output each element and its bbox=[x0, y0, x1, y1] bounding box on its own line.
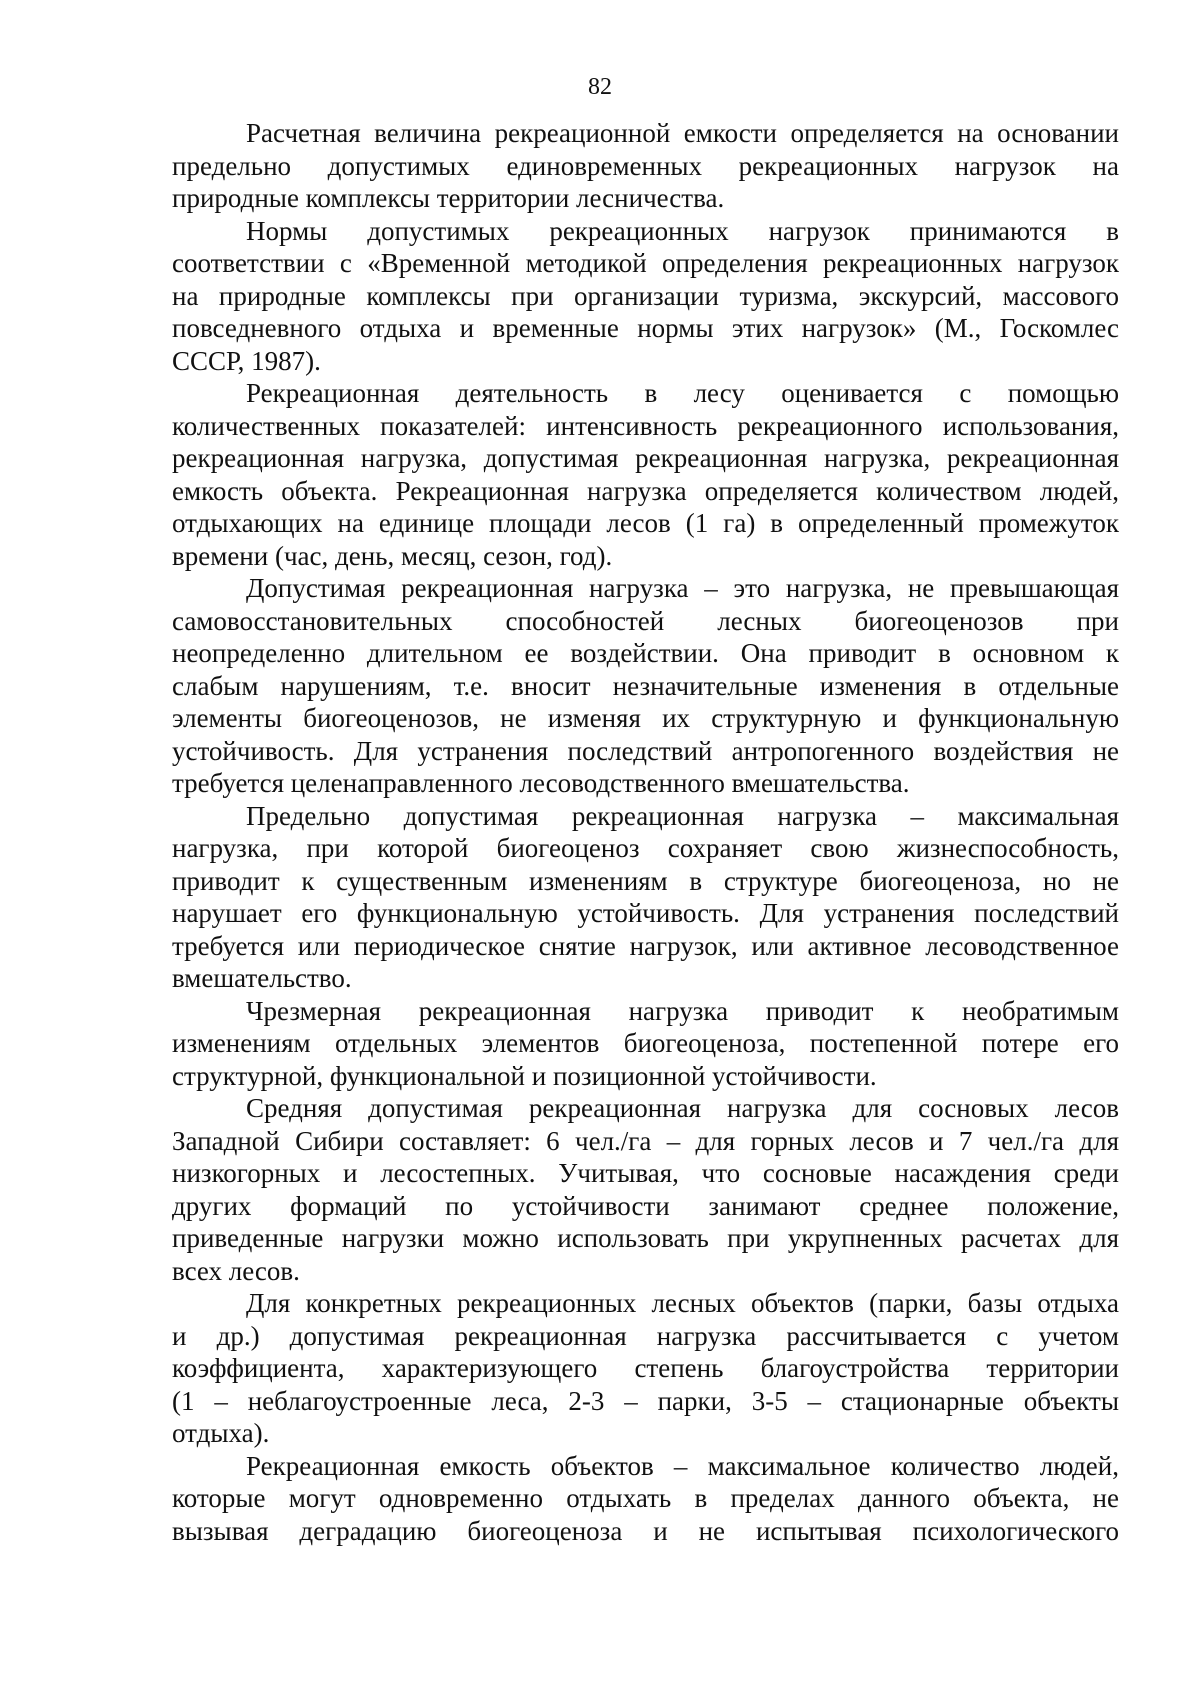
text-line: Допустимая рекреационная нагрузка – это нагрузка, не превышающая bbox=[246, 573, 1119, 603]
text-line: нарушает его функциональную устойчивость. Для устранения последствий bbox=[172, 898, 1119, 928]
text-line: нагрузка, при которой биогеоценоз сохраняет свою жизнеспособность, bbox=[172, 833, 1119, 863]
text-line: Для конкретных рекреационных лесных объектов (парки, базы отдыха bbox=[246, 1288, 1119, 1318]
paragraph bbox=[172, 215, 1119, 378]
text-line: Расчетная величина рекреационной емкости определяется на основании bbox=[246, 118, 1119, 148]
text-line: Чрезмерная рекреационная нагрузка приводит к необратимым bbox=[246, 995, 1119, 1026]
text-line: природные комплексы территории лесничества. bbox=[172, 183, 725, 213]
text-line: Нормы допустимых рекреационных нагрузок принимаются в bbox=[246, 215, 1119, 246]
text-line: повседневного отдыха и временные нормы этих нагрузок» (М., Госкомлес bbox=[172, 313, 1119, 343]
text-line: (1 – неблагоустроенные леса, 2-3 – парки, 3-5 – стационарные объекты bbox=[172, 1385, 1119, 1416]
text-line: низкогорных и лесостепных. Учитывая, что сосновые насаждения среди bbox=[172, 1158, 1119, 1188]
text-line: рекреационная нагрузка, допустимая рекреационная нагрузка, рекреационная bbox=[172, 443, 1119, 473]
text-line: Предельно допустимая рекреационная нагрузка – максимальная bbox=[246, 800, 1119, 831]
text-line: приведенные нагрузки можно использовать при укрупненных расчетах для bbox=[172, 1223, 1119, 1253]
text-body bbox=[172, 117, 1119, 1547]
text-line: неопределенно длительном ее воздействии. Она приводит в основном к bbox=[172, 638, 1119, 668]
text-line: самовосстановительных способностей лесных биогеоценозов при bbox=[172, 605, 1119, 636]
text-line: емкость объекта. Рекреационная нагрузка определяется количеством людей, bbox=[172, 475, 1119, 506]
text-line: времени (час, день, месяц, сезон, год). bbox=[172, 540, 613, 571]
text-line: всех лесов. bbox=[172, 1255, 300, 1286]
text-line: Рекреационная деятельность в лесу оценивается с помощью bbox=[246, 378, 1119, 408]
paragraph bbox=[172, 800, 1119, 995]
text-line: других формаций по устойчивости занимают среднее положение, bbox=[172, 1190, 1119, 1221]
text-line: Рекреационная емкость объектов – максимальное количество людей, bbox=[246, 1450, 1119, 1481]
text-line: Средняя допустимая рекреационная нагрузка для сосновых лесов bbox=[246, 1093, 1119, 1123]
paragraph bbox=[172, 377, 1119, 572]
text-line: на природные комплексы при организации туризма, экскурсий, массового bbox=[172, 280, 1119, 311]
text-line: и др.) допустимая рекреационная нагрузка рассчитывается с учетом bbox=[172, 1320, 1119, 1351]
text-line: СССР, 1987). bbox=[172, 345, 321, 376]
text-line: изменениям отдельных элементов биогеоценоза, постепенной потере его bbox=[172, 1028, 1119, 1058]
text-line: вызывая деградацию биогеоценоза и не испытывая психологического bbox=[172, 1515, 1119, 1546]
text-line: количественных показателей: интенсивность рекреационного использования, bbox=[172, 410, 1119, 441]
text-line: Западной Сибири составляет: 6 чел./га – для горных лесов и 7 чел./га для bbox=[172, 1125, 1119, 1156]
text-line: устойчивость. Для устранения последствий антропогенного воздействия не bbox=[172, 735, 1119, 766]
text-line: коэффициента, характеризующего степень благоустройства территории bbox=[172, 1353, 1119, 1383]
text-line: предельно допустимых единовременных рекреационных нагрузок на bbox=[172, 150, 1119, 181]
text-line: структурной, функциональной и позиционной устойчивости. bbox=[172, 1060, 877, 1091]
text-line: требуется или периодическое снятие нагрузок, или активное лесоводственное bbox=[172, 930, 1119, 961]
text-line: соответствии с «Временной методикой определения рекреационных нагрузок bbox=[172, 248, 1119, 278]
text-line: которые могут одновременно отдыхать в пределах данного объекта, не bbox=[172, 1483, 1119, 1513]
text-line: отдыхающих на единице площади лесов (1 га) в определенный промежуток bbox=[172, 508, 1119, 538]
paragraph bbox=[172, 572, 1119, 800]
paragraph bbox=[172, 1287, 1119, 1450]
page-number: 82 bbox=[588, 74, 612, 100]
text-line: требуется целенаправленного лесоводственного вмешательства. bbox=[172, 768, 910, 798]
text-line: отдыха). bbox=[172, 1418, 270, 1448]
text-line: элементы биогеоценозов, не изменяя их структурную и функциональную bbox=[172, 703, 1119, 733]
text-line: вмешательство. bbox=[172, 963, 352, 993]
paragraph bbox=[172, 117, 1119, 215]
paragraph bbox=[172, 995, 1119, 1093]
paragraph bbox=[172, 1092, 1119, 1287]
text-line: приводит к существенным изменениям в структуре биогеоценоза, но не bbox=[172, 865, 1119, 896]
text-line: слабым нарушениям, т.е. вносит незначительные изменения в отдельные bbox=[172, 670, 1119, 701]
paragraph bbox=[172, 1450, 1119, 1548]
